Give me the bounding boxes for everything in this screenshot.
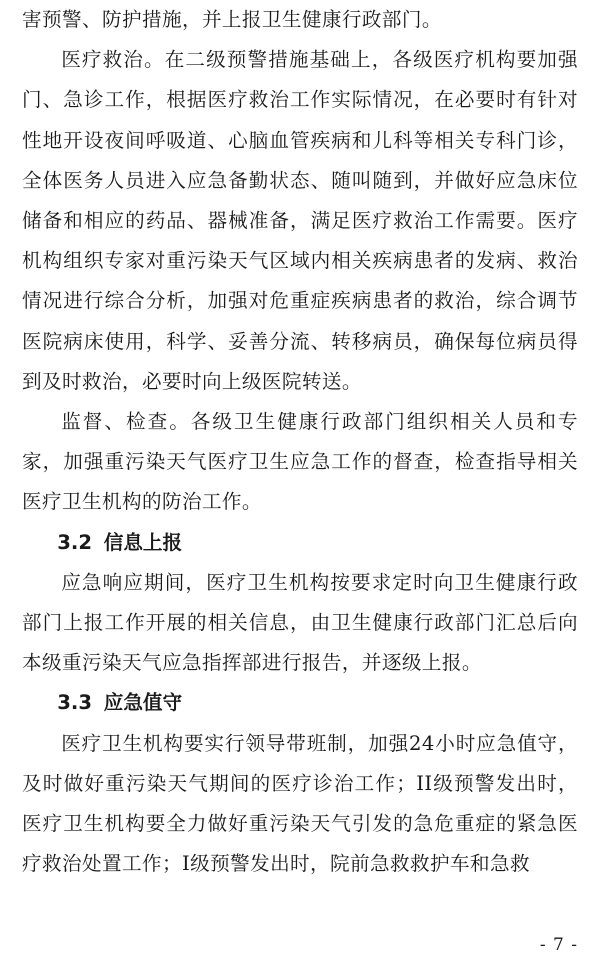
paragraph-emergency-duty: 医疗卫生机构要实行领导带班制，加强24小时应急值守，及时做好重污染天气期间的医疗诊治工作；II级预警发出时，医疗卫生机构要全力做好重污染天气引发的急危重症的紧急医疗救治处置工作；I级预警发出时，院前急救救护车和急救 [22,731,578,876]
paragraph-medical-treatment: 医疗救治。在二级预警措施基础上，各级医疗机构要加强门、急诊工作，根据医疗救治工作实际情况，在必要时有针对性地开设夜间呼吸道、心脑血管疾病和儿科等相关专科门诊，全体医务人员进入应急备勤状态、随叫随到，并做好应急床位储备和相应的药品、器械准备，满足医疗救治工作需要。医疗机构组织专家对重污染天气区域内相关疾病患者的发病、救治情况进行综合分析，加强对危重症疾病患者的救治，综合调节医院病床使用，科学、妥善分流、转移病员，确保每位病员得到及时救治，必要时向上级医院转送。 [22,48,578,393]
section-number: 3.3 [57,691,92,715]
document-page [22,0,578,972]
section-number: 3.2 [57,530,92,554]
paragraph-supervision: 监督、检查。各级卫生健康行政部门组织相关人员和专家，加强重污染天气医疗卫生应急工作的督查，检查指导相关医疗卫生机构的防治工作。 [22,410,578,514]
section-title: 应急值守 [103,691,183,715]
section-heading-3-3 [22,683,578,723]
paragraph-info-report: 应急响应期间，医疗卫生机构按要求定时向卫生健康行政部门上报工作开展的相关信息，由卫生健康行政部门汇总后向本级重污染天气应急指挥部进行报告，并逐级上报。 [22,570,578,675]
page-number: - 7 - [539,935,578,955]
paragraph-continuation: 害预警、防护措施，并上报卫生健康行政部门。 [22,8,442,31]
section-heading-3-2 [22,523,578,563]
section-title: 信息上报 [103,530,183,554]
